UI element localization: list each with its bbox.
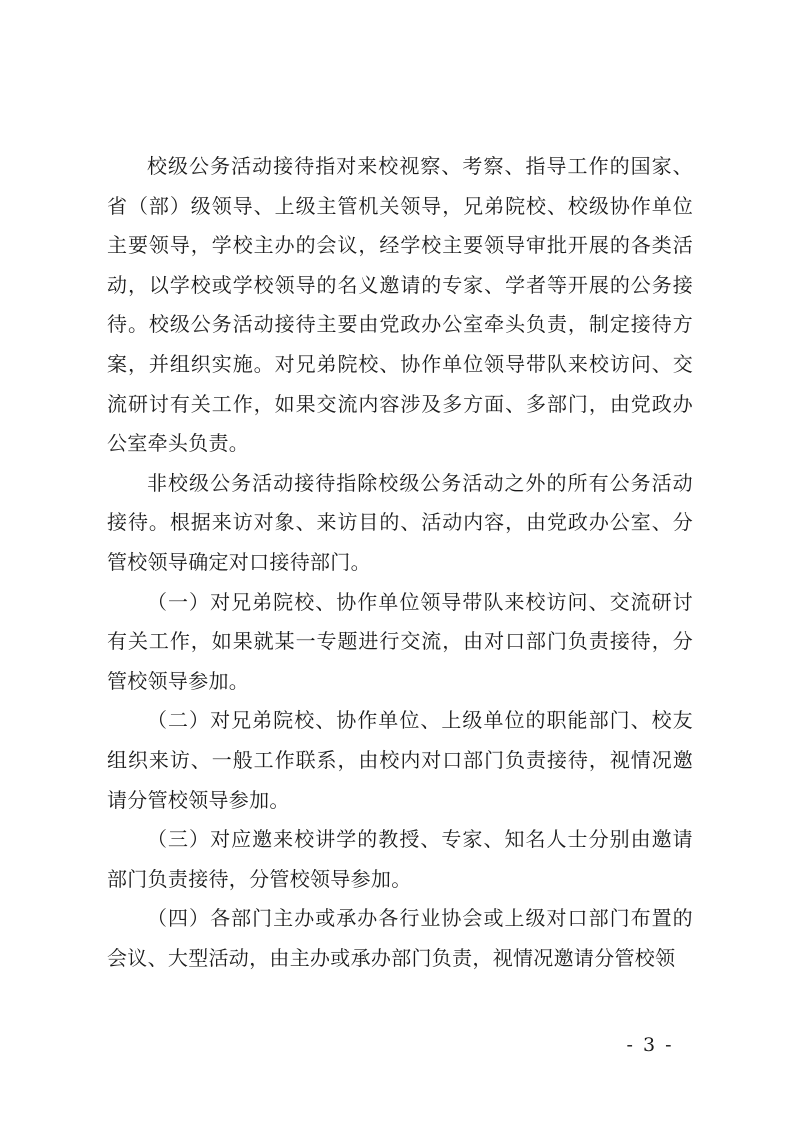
paragraph-item-4: （四）各部门主办或承办各行业协会或上级对口部门布置的会议、大型活动，由主办或承办部门负责，视情况邀请分管校领 <box>107 906 693 970</box>
paragraph-school-level-reception: 校级公务活动接待指对来校视察、考察、指导工作的国家、省（部）级领导、上级主管机关领导，兄弟院校、校级协作单位主要领导，学校主办的会议，经学校主要领导审批开展的各类活动，以学校或学校领导的名义邀请的专家、学者等开展的公务接待。校级公务活动接待主要由党政办公室牵头负责，制定接待方案，并组织实施。对兄弟院校、协作单位领导带队来校访问、交流研讨有关工作，如果交流内容涉及多方面、多部门，由党政办公室牵头负责。 <box>107 154 693 456</box>
paragraph-non-school-level-reception: 非校级公务活动接待指除校级公务活动之外的所有公务活动接待。根据来访对象、来访目的、活动内容，由党政办公室、分管校领导确定对口接待部门。 <box>107 470 693 574</box>
paragraph-item-1: （一）对兄弟院校、协作单位领导带队来校访问、交流研讨有关工作，如果就某一专题进行交流，由对口部门负责接待，分管校领导参加。 <box>107 589 693 693</box>
paragraph-item-2: （二）对兄弟院校、协作单位、上级单位的职能部门、校友组织来访、一般工作联系，由校内对口部门负责接待，视情况邀请分管校领导参加。 <box>107 708 693 812</box>
page-number: - 3 - <box>626 1034 674 1056</box>
paragraph-item-3: （三）对应邀来校讲学的教授、专家、知名人士分别由邀请部门负责接待，分管校领导参加。 <box>107 827 693 891</box>
document-body <box>107 147 693 978</box>
